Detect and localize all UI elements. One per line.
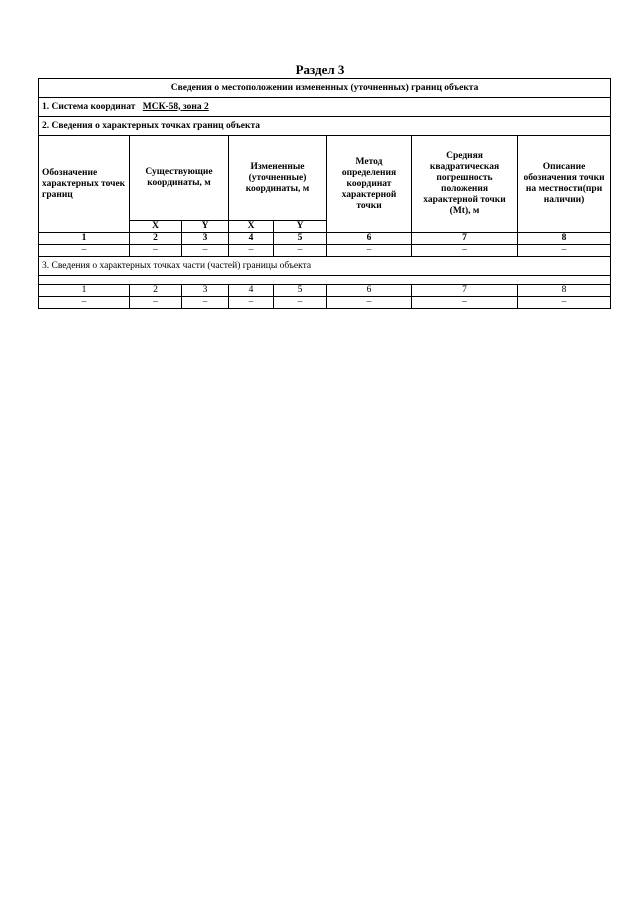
col-number: 8 [518,233,611,245]
col-number: 2 [130,233,182,245]
boundary-table [38,78,611,309]
column-number-row [39,233,611,245]
dash-cell: – [39,245,130,257]
col-number: 4 [229,233,274,245]
dash-cell: – [130,297,182,309]
header-updated-y: Y [274,221,327,233]
dash-cell: – [229,297,274,309]
col-number: 4 [229,285,274,297]
col-number: 2 [130,285,182,297]
dash-cell: – [274,245,327,257]
col-number: 8 [518,285,611,297]
header-method: Метод определения координат характерной точки [327,136,412,233]
col-number: 3 [182,233,229,245]
section-title: Раздел 3 [295,62,345,77]
dash-cell: – [412,245,518,257]
col-number: 1 [39,233,130,245]
dash-cell: – [518,297,611,309]
dash-cell: – [39,297,130,309]
col-number: 6 [327,233,412,245]
header-existing-y: Y [182,221,229,233]
col-number: 5 [274,233,327,245]
header-existing-x: X [130,221,182,233]
table-title: Сведения о местоположении измененных (уточненных) границ объекта [39,79,611,98]
dash-cell: – [327,297,412,309]
table-row [39,297,611,309]
char-points-title: 2. Сведения о характерных точках границ объекта [39,117,611,136]
header-updated-x: X [229,221,274,233]
dash-cell: – [182,297,229,309]
coord-system-row [39,98,611,117]
dash-cell: – [182,245,229,257]
coord-system-label: 1. Система координат [42,101,136,112]
spacer-row [39,276,611,285]
part-points-title: 3. Сведения о характерных точках части (частей) границы объекта [39,257,611,276]
col-number: 5 [274,285,327,297]
dash-cell: – [518,245,611,257]
column-number-row-2 [39,285,611,297]
header-existing-coords: Существующие координаты, м [130,136,229,221]
col-number: 7 [412,285,518,297]
header-updated-coords: Измененные (уточненные) координаты, м [229,136,327,221]
dash-cell: – [229,245,274,257]
header-point-designation: Обозначение характерных точек границ [39,136,130,233]
header-description: Описание обозначения точки на местности(при наличии) [518,136,611,233]
dash-cell: – [274,297,327,309]
coord-system-value: МСК-58, зона 2 [142,101,209,112]
col-number: 7 [412,233,518,245]
header-error: Средняя квадратическая погрешность положения характерной точки (Mt), м [412,136,518,233]
dash-cell: – [130,245,182,257]
dash-cell: – [412,297,518,309]
col-number: 1 [39,285,130,297]
col-number: 3 [182,285,229,297]
col-number: 6 [327,285,412,297]
dash-cell: – [327,245,412,257]
table-row [39,245,611,257]
